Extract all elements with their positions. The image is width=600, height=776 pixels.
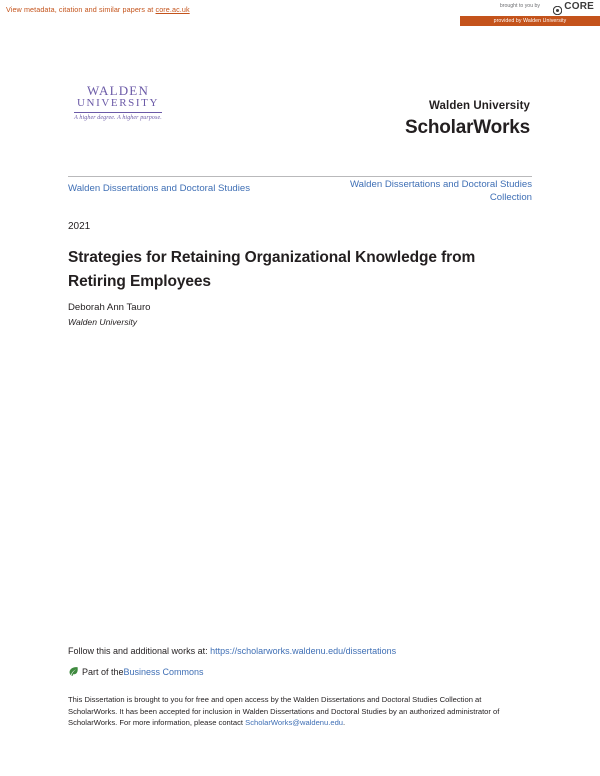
page-title: Strategies for Retaining Organizational Knowledge from Retiring Employees xyxy=(68,249,476,290)
core-logo[interactable] xyxy=(553,1,594,12)
logo-divider xyxy=(74,112,162,113)
follow-works-line xyxy=(68,646,396,656)
core-logo-text: CORE xyxy=(564,1,594,12)
leaf-icon xyxy=(68,666,79,677)
dissertations-url-link[interactable]: https://scholarworks.waldenu.edu/dissertations xyxy=(210,646,397,656)
brand-scholarworks-name: ScholarWorks xyxy=(404,117,530,138)
contact-email-link[interactable]: ScholarWorks@waldenu.edu xyxy=(245,718,344,727)
core-banner xyxy=(0,0,600,22)
scholarworks-branding xyxy=(405,100,530,139)
collection-link-right-line2: Collection xyxy=(489,192,532,203)
brought-to-you-label: brought to you by xyxy=(499,3,540,9)
collection-link-left[interactable]: Walden Dissertations and Doctoral Studies xyxy=(68,183,251,194)
business-commons-link[interactable]: Business Commons xyxy=(123,666,204,677)
logo-line-walden: WALDEN xyxy=(86,83,150,98)
disclaimer-text xyxy=(68,694,520,729)
publication-year: 2021 xyxy=(68,221,91,232)
core-metadata-text xyxy=(6,5,190,14)
author-affiliation: Walden University xyxy=(68,317,138,327)
part-of-line xyxy=(68,666,204,677)
disclaimer-period: . xyxy=(343,718,346,727)
collection-link-right-line1: Walden Dissertations and Doctoral Studies xyxy=(349,179,532,190)
provided-by-banner: provided by Walden University xyxy=(460,16,600,26)
author-name: Deborah Ann Tauro xyxy=(68,302,151,313)
logo-tagline: A higher degree. A higher purpose. xyxy=(74,115,162,121)
walden-university-logo xyxy=(68,84,168,121)
header-divider xyxy=(68,176,532,177)
disclaimer-body: This Dissertation is brought to you for free and open access by the Walden Dissertations and Doctoral Studies Collection at ScholarWorks. It has been accepted for inclusion in Walden Dissertations and Doctoral Studies by an authorized administrator of ScholarWorks. For more information, please contact xyxy=(68,695,500,727)
follow-works-label: Follow this and additional works at: xyxy=(68,646,211,656)
core-circles-icon xyxy=(553,2,562,11)
logo-line-university: UNIVERSITY xyxy=(77,97,159,109)
core-ac-uk-link[interactable]: core.ac.uk xyxy=(155,5,190,14)
part-of-label: Part of the xyxy=(82,666,124,677)
core-metadata-label: View metadata, citation and similar papers at xyxy=(6,5,156,14)
brand-university-name: Walden University xyxy=(429,100,530,112)
collection-link-right[interactable] xyxy=(302,178,532,204)
